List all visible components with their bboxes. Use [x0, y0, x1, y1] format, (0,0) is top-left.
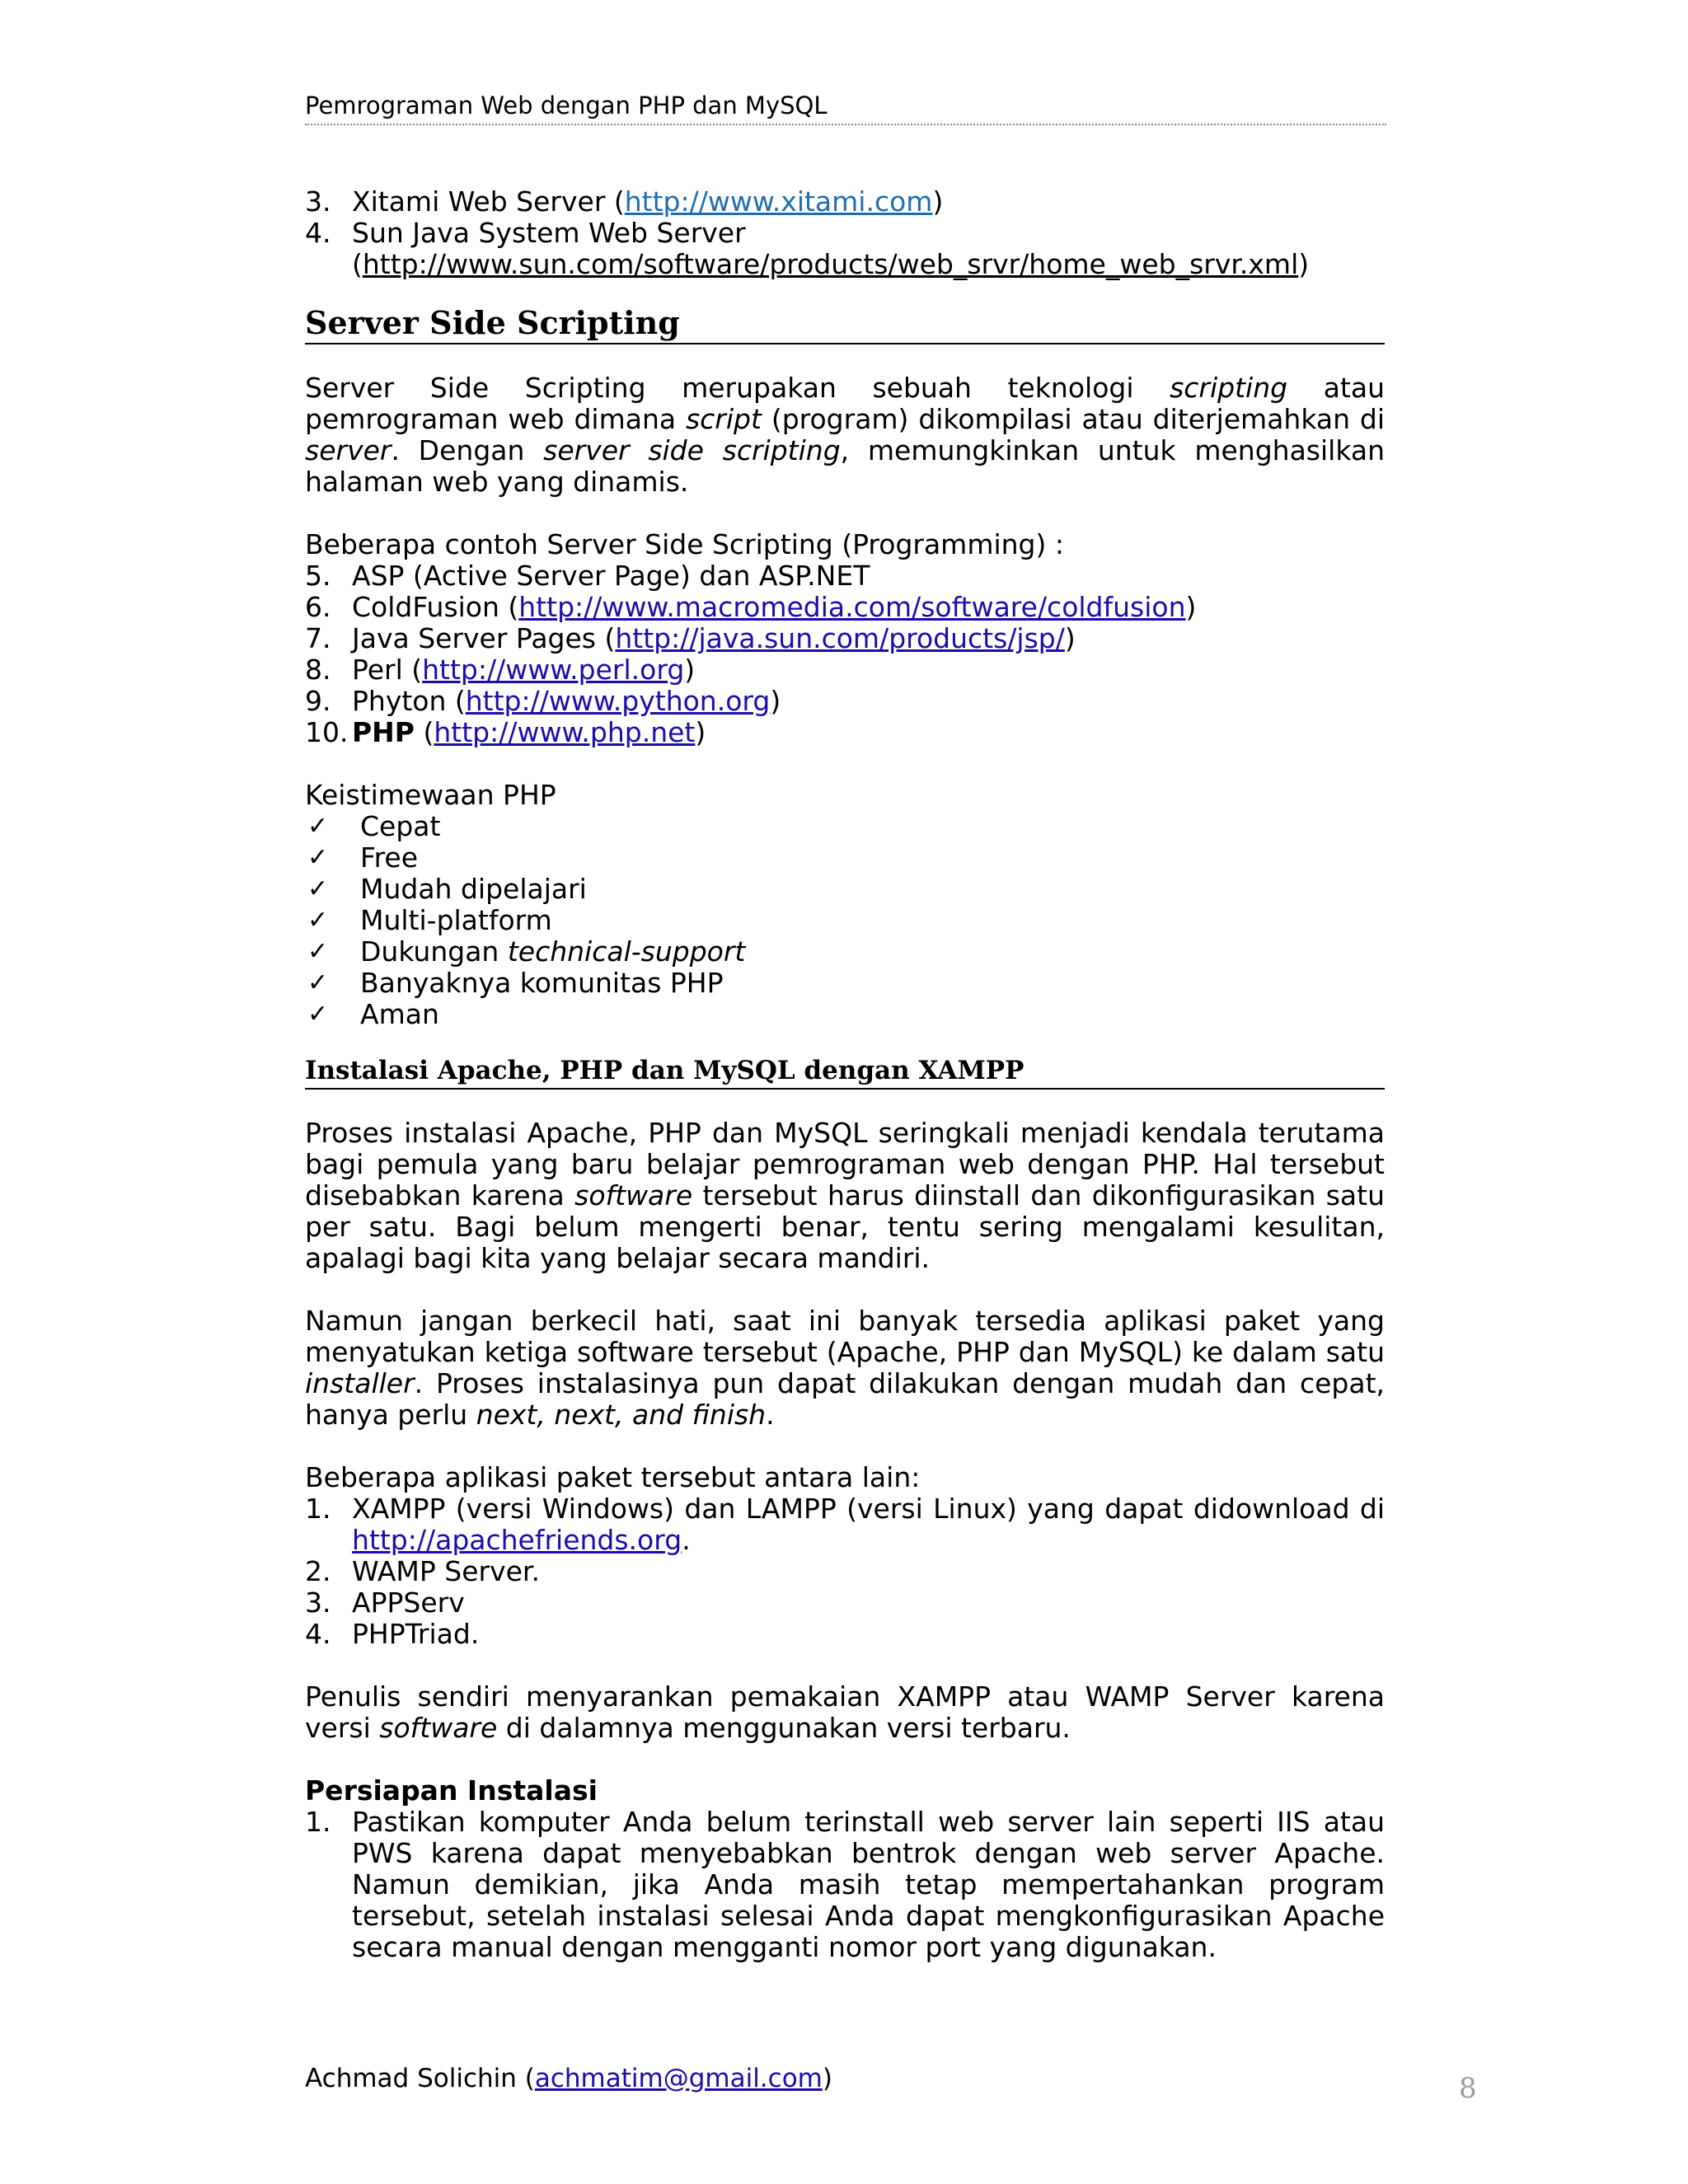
jsp-link[interactable]: http://java.sun.com/products/jsp/ [615, 622, 1065, 654]
install-paragraph-1: Proses instalasi Apache, PHP dan MySQL seringkali menjadi kendala terutama bagi pemula yang baru belajar pemrograman web dengan PHP. Hal tersebut disebabkan karena software tersebut harus diinstall dan dikonfigurasikan satu per satu. Bagi belum mengerti benar, tentu sering mengalami kesulitan, apalagi bagi kita yang belajar secara mandiri. [305, 1117, 1385, 1274]
examples-label: Beberapa contoh Server Side Scripting (Programming) : [305, 528, 1064, 560]
checkmark-icon: ✓ [307, 843, 329, 872]
php-features-list [305, 811, 1385, 1030]
document-body [305, 186, 1385, 1963]
list-item: 2. WAMP Server. [305, 1555, 540, 1587]
apps-label: Beberapa aplikasi paket tersebut antara lain: [305, 1461, 921, 1493]
list-item: 6. ColdFusion (http://www.macromedia.com/software/coldfusion) [305, 591, 1197, 623]
page-footer: Achmad Solichin (achmatim@gmail.com) [305, 2064, 832, 2093]
list-item: ✓ Aman [307, 998, 439, 1030]
list-item: 9. Phyton (http://www.python.org) [305, 685, 781, 717]
author-email-link[interactable]: achmatim@gmail.com [534, 2064, 823, 2093]
apachefriends-link[interactable]: http://apachefriends.org [352, 1524, 682, 1556]
list-item: 8. Perl (http://www.perl.org) [305, 654, 696, 686]
checkmark-icon: ✓ [307, 906, 329, 935]
checkmark-icon: ✓ [307, 874, 329, 903]
sun-java-link[interactable]: http://www.sun.com/software/products/web_srvr/home_web_srvr.xml [362, 248, 1299, 280]
list-item: 7. Java Server Pages (http://java.sun.com/products/jsp/) [305, 622, 1076, 654]
features-label: Keistimewaan PHP [305, 779, 556, 811]
scripting-examples-list [305, 560, 1385, 748]
list-item: ✓ Free [307, 841, 419, 874]
list-item: ✓ Multi-platform [307, 904, 552, 936]
checkmark-icon: ✓ [307, 937, 329, 966]
prep-heading: Persiapan Instalasi [305, 1774, 598, 1807]
perl-link[interactable]: http://www.perl.org [422, 654, 685, 686]
list-item: 1. XAMPP (versi Windows) dan LAMPP (versi Linux) yang dapat didownload di http://apachefriends.org. [305, 1493, 1385, 1556]
install-paragraph-2: Namun jangan berkecil hati, saat ini banyak tersedia aplikasi paket yang menyatukan ketiga software tersebut (Apache, PHP dan MySQL) ke dalam satu installer. Proses instalasinya pun dapat dilakukan dengan mudah dan cepat, hanya perlu next, next, and finish. [305, 1305, 1385, 1431]
php-link[interactable]: http://www.php.net [434, 716, 696, 748]
list-item: 5. ASP (Active Server Page) dan ASP.NET [305, 560, 870, 592]
footer-author: Achmad Solichin ( [305, 2064, 535, 2093]
python-link[interactable]: http://www.python.org [465, 685, 771, 717]
checkmark-icon: ✓ [307, 968, 329, 997]
install-paragraph-3: Penulis sendiri menyarankan pemakaian XAMPP atau WAMP Server karena versi software di dalamnya menggunakan versi terbaru. [305, 1680, 1385, 1744]
list-item: 1. Pastikan komputer Anda belum terinstall web server lain seperti IIS atau PWS karena dapat menyebabkan bentrok dengan web server Apache. Namun demikian, jika Anda masih tetap mempertahankan program tersebut, setelah instalasi selesai Anda dapat mengkonfigurasikan Apache secara manual dengan mengganti nomor port yang digunakan. [305, 1806, 1385, 1963]
list-item: ✓ Mudah dipelajari [307, 873, 587, 905]
header-title: Pemrograman Web dengan PHP dan MySQL [305, 91, 828, 120]
scripting-intro-paragraph: Server Side Scripting merupakan sebuah teknologi scripting atau pemrograman web dimana script (program) dikompilasi atau diterjemahkan di server. Dengan server side scripting, memungkinkan untuk menghasilkan halaman web yang dinamis. [305, 372, 1385, 498]
xitami-link[interactable]: http://www.xitami.com [624, 185, 933, 218]
list-item: 4. PHPTriad. [305, 1618, 480, 1650]
section-heading-server-side-scripting: Server Side Scripting [305, 305, 1385, 344]
list-item: 3. APPServ [305, 1586, 465, 1619]
list-item: ✓ Cepat [307, 810, 441, 842]
page-number: 8 [1459, 2072, 1477, 2105]
section-heading-xampp: Instalasi Apache, PHP dan MySQL dengan XAMPP [305, 1055, 1385, 1090]
list-item: 10. PHP (http://www.php.net) [305, 716, 706, 748]
list-item: ✓ Dukungan technical-support [307, 935, 746, 968]
web-server-list [305, 186, 1385, 280]
list-item: ✓ Banyaknya komunitas PHP [307, 967, 724, 999]
page-header [305, 91, 1386, 125]
prep-list [305, 1807, 1385, 1963]
coldfusion-link[interactable]: http://www.macromedia.com/software/coldfusion [518, 591, 1186, 623]
list-item: 3. Xitami Web Server (http://www.xitami.com) [305, 185, 944, 218]
checkmark-icon: ✓ [307, 1000, 329, 1029]
package-apps-list [305, 1493, 1385, 1650]
checkmark-icon: ✓ [307, 812, 329, 841]
list-item: 4. Sun Java System Web Server (http://www.sun.com/software/products/web_srvr/home_web_srvr.xml) [305, 217, 1310, 280]
